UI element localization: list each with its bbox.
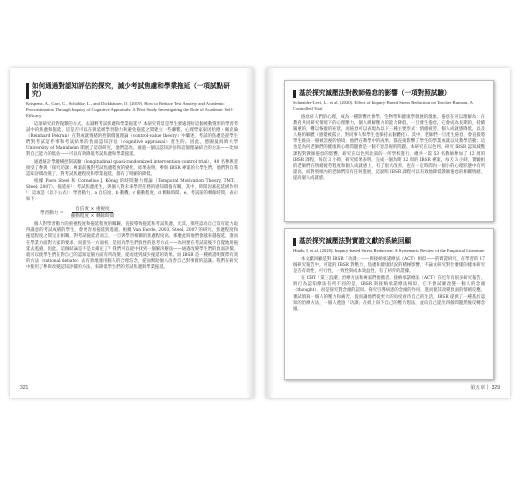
article-reference: Krispenz, A., Gort, C., Schültke, L., and Dickhäuser, O. (2019). How to Reduce Test Anxiety and Academic Procrastination Through Inquiry of Cognitive Appraisals: A Pilot Study Investigating the Role of Academic Self-Efficacy — [26, 101, 234, 118]
article-title-bar — [26, 82, 238, 99]
article-title-bar — [293, 237, 485, 246]
left-page — [10, 68, 254, 398]
paragraph: 在 CBT「第三浪潮」治療方法和專家們推薦者，接納承諾療法（ACT）在近年有很多研究報告，與行為認知療法有所不同的是，IBSR 與接納承諾療法相似，它不會試圖改變一個人的念頭（thought），而是探究對念頭的認同。探究引導病患的念頭的作用，進而使其改變負面的情緒反應，審試填寫一個人的壓力和痛苦，從而讓他們從更大的角度看待自己的生活，IBSR 提供了一種基於認知的治療方法，一個人透過「功課」在紙上寫下自己的壓力想法，並向自己提出四個問題然後反轉念頭。 — [293, 276, 485, 312]
article-title: 如何通過對認知評估的探究，減少考試焦慮和學業拖延（一項試點研究） — [32, 82, 230, 98]
article-reference: Hinds, I. et al. (2020). Inquiry-based Stress Reduction: A Systematic Review of the Empirical Literature — [293, 248, 485, 253]
article-body — [293, 115, 485, 182]
article-body — [26, 122, 238, 203]
paragraph: 通過統計學縱橫控制試驗（longitudinal quasi-randomized intervention control trial），40 名參與者接受了參與「探究功課」專案前後對考試焦慮程度的變化，結果表明，參與 IBSR 專案的大學生們，他們對自我認知評價改變了，對考試焦慮程度和學業拖延，都有了明顯的降低。 — [26, 159, 238, 177]
article-body — [293, 257, 485, 313]
paragraph: 根據 Piers Steel 和 Cornelius J. König 的時間動力理論（Temporal Motivation Theory, TMT；Steel, 2007），拖延症¹：考試焦慮產生，與個人對未來學習任務的感知價值有關，其中，時間因素起延緩作用¹：這或是（以下公式）：學習動力、a 自信度、b 動機、c 衝動程度、d 剩餘時間、e。考試前的剩餘時間，表示如下： — [26, 178, 238, 203]
card-content — [293, 89, 485, 183]
paragraph: 本文獻回顧是對 IBSR「功課」——與接納承諾療法（ACT）相似——的實證研究，在學習的 17 個研究報告中，可能的 IBSR 對壓力、焦慮和健康狀況的積極影響，不論文研究對什麼樣的樣本研究是否有效性、可行性、一致性與成本效益性，有了初步的證據。 — [293, 257, 485, 275]
paragraph: 個人對學習動力的重視程度和拖延程度的關聯，直接導致拖延和考試焦慮，尤其，那些認為自己沒有能力取得滿意的考試成績的學生，會更容易拖延與逃避。根據 Van Eerde, 2003, Steel, 2007 的研究，焦慮程度和拖延程度之間呈正相關，對考試拖延者而言，一旦與學習相關的焦慮程度高，那麼此時他們會越來越拖延，進而在學業方面對大家的要求，而從另一方面看，是因為學生們負性的思考方式——為何要在考試前後不自覺地用拖延去逃避，因此，這個結論是不是太確定了？我們可以從中找到一個解決辦法——通過改變學生們的負面評價，就可以使學生們在對自己的認知這個方面有所改變，從而達到減少拖延的效果。而 IBSR 是一種被證明實際有效的方法（rational debate）去有效地運用個人的合理信念，從而幫助個人改善自己對事實的認識。我們在研究中使用了參與改變認知評價的方法，來降低學生們的考試焦慮與學業拖延。 — [26, 222, 238, 270]
title-accent-bar — [293, 90, 296, 98]
page-fold-shadow — [246, 68, 254, 398]
page-fold-shadow — [266, 68, 274, 398]
right-page — [266, 68, 510, 398]
article-reference: Schnaider-Levi, L., et al. (2020). Effect of Inquiry-Based Stress Reduction on Teacher Burnout, A Controlled Trial — [293, 100, 473, 111]
paragraph: 倦怠症人們的心理，成為一種影響社會學、生物學和健康學發展的現象。倦怠在可以理解為：在教育共同研究情境下的心理壓力，個人緩解壓力的能力降低，一旦發生倦怠，它會成為長期的，持續嚴重的，難以恢復的症狀，而倦怠可以表現為以下三種主要形式：情緒疲勞、個人成就感降低，以及人格的解體（感覺被孤立、對同事人和學生也保持去個體化）。其中，老師們一旦產生倦怠，會直接將學生推向一個被忽視的情境，他們在教學中的成果，都直接影響了學生的學業成就以及教學活動；這也是為何老師們的健康與心理問題會是一個不容忽視的問題。本研究在以色列，研究 IBSR 認知減壓課程對教師倦怠的影響，研究在以色列北部的一所學校進行，總共一篇 53 名教師參加了 12 周的 IBSR 課程，每次 3 小時，研究結果表明，完成一個為期 12 周的 IBSR 專案，每天 3 小時，實驗組的老師們在情緒疲勞程度和個人成就感上，有了很大改善，也在一定時間內一個小的心理狀態中有所提高，而對照組內的老師們沒有任何進展，這說明 IBSR 課程可以有效地降低教師倦怠的相關情緒，提高個人成就感。 — [293, 115, 485, 181]
card-content — [293, 237, 485, 314]
formula-fraction — [68, 206, 118, 219]
page-number: 321 — [20, 385, 29, 391]
article-title: 基於探究減壓法對實證文獻的系統回顧 — [299, 237, 412, 245]
formula-lhs: 學習動力 = — [40, 210, 64, 216]
motivation-formula — [40, 206, 238, 219]
article-body-continued — [26, 222, 238, 271]
article-card — [284, 80, 494, 222]
formula-denominator: 衝動程度 × 剩餘時間 — [70, 214, 115, 220]
paragraph: 這項研究針對復雜的方式，去減輕考試焦慮和學業拖延¹？本研究背景是學生要處理好這個被動情形的學習考試中的焦慮和拖延，這是否可以在與延緩學習動力和避免拖延之間建立一些聯繫。心理學家東因哈德・佩克倫（Reinhard Pekrun）在對成就情緒的控制價值理論（control-value theory）中闡述，考試的焦慮是從學生們對考試這件事和考試結果的負面認知評估（cognitive appraisal）產生的。因此，德國曼海姆大學 University of Mannheim 開展了這項研究，他們認為，通過一個以認知評估和這個理論結合的方法——比如對自己能力的低估——可以有效降低考試焦慮和學業拖延。 — [26, 122, 238, 158]
page-number: 第五章丨 329 — [470, 385, 500, 391]
formula-numerator: 自信度 × 重視度 — [72, 206, 112, 213]
title-accent-bar — [26, 83, 29, 99]
left-article — [26, 82, 238, 272]
title-accent-bar — [293, 238, 296, 246]
article-title: 基於探究減壓法對教師倦怠的影響（一項對照試驗） — [299, 89, 451, 97]
article-title-bar — [293, 89, 485, 98]
article-card — [284, 228, 494, 380]
